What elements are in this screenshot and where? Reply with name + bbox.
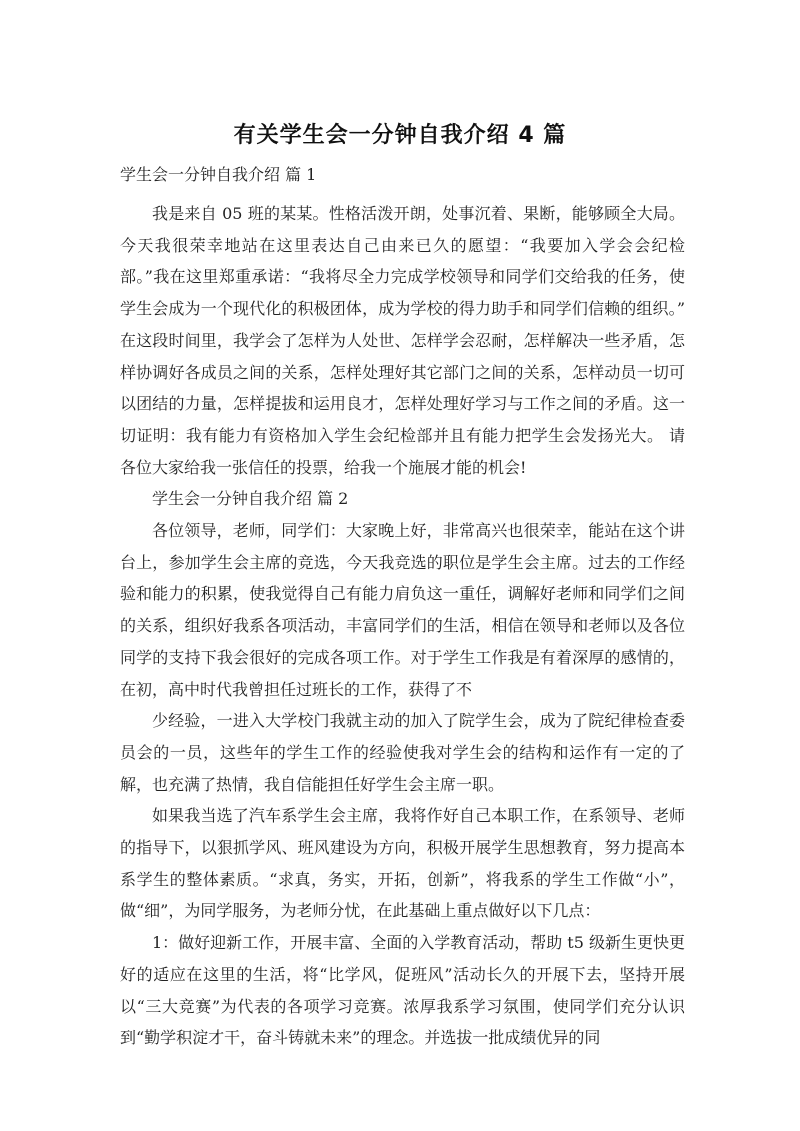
document-title: 有关学生会一分钟自我介绍 4 篇 — [233, 123, 567, 148]
section-heading: 学生会一分钟自我介绍 篇 1 — [120, 165, 317, 184]
document-body — [120, 198, 685, 1054]
paragraph: 各位领导，老师，同学们：大家晚上好，非常高兴也很荣幸，能站在这个讲台上，参加学生会主席的竞选，今天我竞选的职位是学生会主席。过去的工作经验和能力的积累，使我觉得自己有能力肩负这一重任，调解好老师和同学们之间的关系，组织好我系各项活动，丰富同学们的生活，相信在领导和老师以及各位同学的支持下我会很好的完成各项工作。对于学生工作我是有着深厚的感情的，在初，高中时代我曾担任过班长的工作，获得了不 — [120, 521, 685, 699]
section-heading: 学生会一分钟自我介绍 篇 2 — [152, 489, 349, 509]
paragraph: 如果我当选了汽车系学生会主席，我将作好自己本职工作，在系领导、老师的指导下，以狠抓学风、班风建设为方向，积极开展学生思想教育，努力提高本系学生的整体素质。“求真，务实，开拓，创新”，将我系的学生工作做“小”，做“细”，为同学服务，为老师分忧，在此基础上重点做好以下几点： — [120, 806, 685, 921]
paragraph: 1：做好迎新工作，开展丰富、全面的入学教育活动，帮助 t5 级新生更快更好的适应在这里的生活，将“比学风，促班风”活动长久的开展下去，坚持开展以“三大竞赛”为代表的各项学习竞赛。浓厚我系学习氛围，使同学们充分认识到“勤学积淀才干，奋斗铸就未来”的理念。并选拔一批成绩优异的同 — [120, 933, 685, 1048]
paragraph: 我是来自 05 班的某某。性格活泼开朗，处事沉着、果断，能够顾全大局。今天我很荣幸地站在这里表达自己由来已久的愿望：“我要加入学会会纪检部。”我在这里郑重承诺：“我将尽全力完成学校领导和同学们交给我的任务，使学生会成为一个现代化的积极团体，成为学校的得力助手和同学们信赖的组织。” 在这段时间里，我学会了怎样为人处世、怎样学会忍耐，怎样解决一些矛盾，怎样协调好各成员之间的关系，怎样处理好其它部门之间的关系，怎样动员一切可以团结的力量，怎样提拔和运用良才，怎样处理好学习与工作之间的矛盾。这一切证明：我有能力有资格加入学生会纪检部并且有能力把学生会发扬光大。 请各位大家给我一张信任的投票，给我一个施展才能的机会! — [120, 204, 685, 477]
paragraph: 少经验，一进入大学校门我就主动的加入了院学生会，成为了院纪律检查委员会的一员，这些年的学生工作的经验使我对学生会的结构和运作有一定的了解，也充满了热情，我自信能担任好学生会主席一职。 — [120, 711, 685, 794]
